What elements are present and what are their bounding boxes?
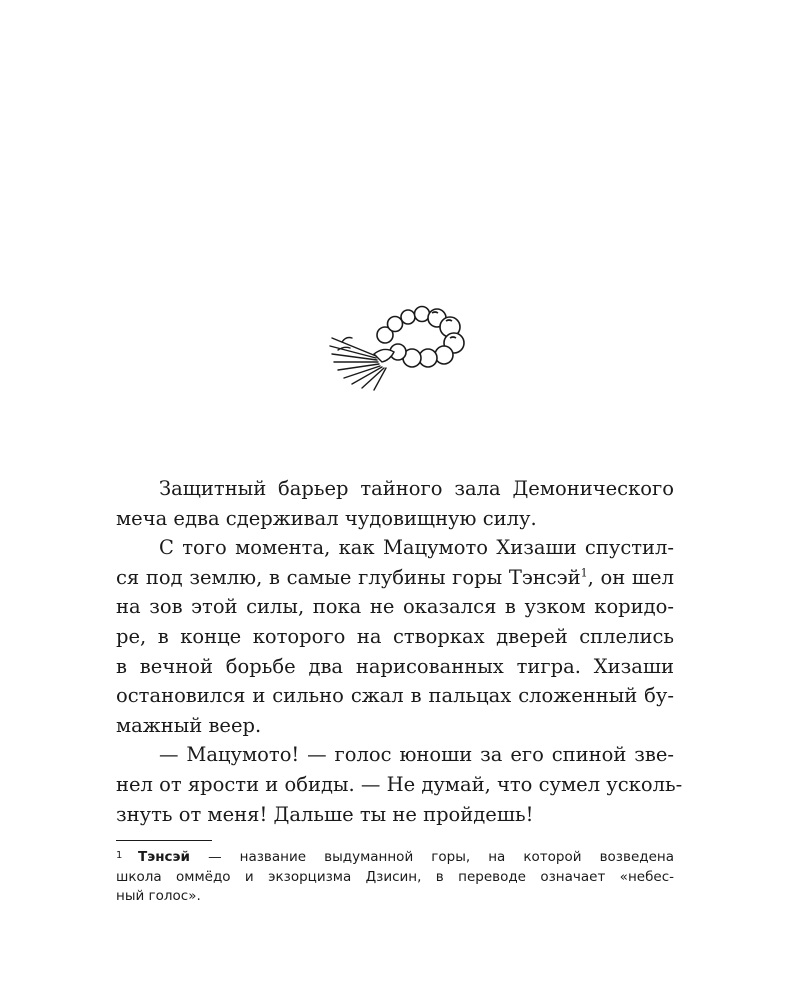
- prayer-beads-ornament: [322, 298, 482, 398]
- text-line: меча едва сдерживал чудовищную силу.: [116, 506, 537, 530]
- text-line: Защитный барьер тайного зала Демонического: [159, 477, 674, 500]
- text-line: мажный веер.: [116, 713, 262, 737]
- text-fragment: , он шел: [587, 565, 674, 589]
- bead: [415, 307, 430, 322]
- text-line: нел от ярости и обиды. — Не думай, что сумел усколь-: [116, 772, 683, 796]
- footnote-term: Тэнсэй: [138, 849, 191, 865]
- footnote-text: — название выдуманной горы, на которой возведена: [190, 849, 674, 865]
- body-text: [116, 474, 683, 829]
- footnote: [116, 846, 674, 907]
- footnote-line: [116, 846, 674, 868]
- footnote-line: школа оммёдо и экзорцизма Дзисин, в переводе означает «небес-: [116, 868, 674, 885]
- text-line: остановился и сильно сжал в пальцах сложенный бу-: [116, 684, 674, 708]
- footnote-line: ный голос».: [116, 888, 201, 904]
- text-line: в вечной борьбе два нарисованных тигра. Хизаши: [116, 654, 674, 678]
- footnote-marker: 1: [116, 850, 123, 861]
- text-line: знуть от меня! Дальше ты не пройдешь!: [116, 802, 534, 826]
- text-fragment: ся под землю, в самые глубины горы Тэнсэй: [116, 565, 581, 589]
- footnote-reference: 1: [580, 566, 588, 580]
- footnote-divider: [116, 840, 212, 841]
- text-line: [116, 563, 674, 593]
- bead: [435, 346, 453, 364]
- text-line: ре, в конце которого на створках дверей сплелись: [116, 624, 674, 648]
- text-line: — Мацумото! — голос юноши за его спиной зве-: [159, 743, 674, 767]
- bead: [401, 310, 415, 324]
- text-line: С того момента, как Мацумото Хизаши спустил-: [159, 536, 674, 560]
- bead: [388, 317, 403, 332]
- text-line: на зов этой силы, пока не оказался в узком коридо-: [116, 595, 674, 619]
